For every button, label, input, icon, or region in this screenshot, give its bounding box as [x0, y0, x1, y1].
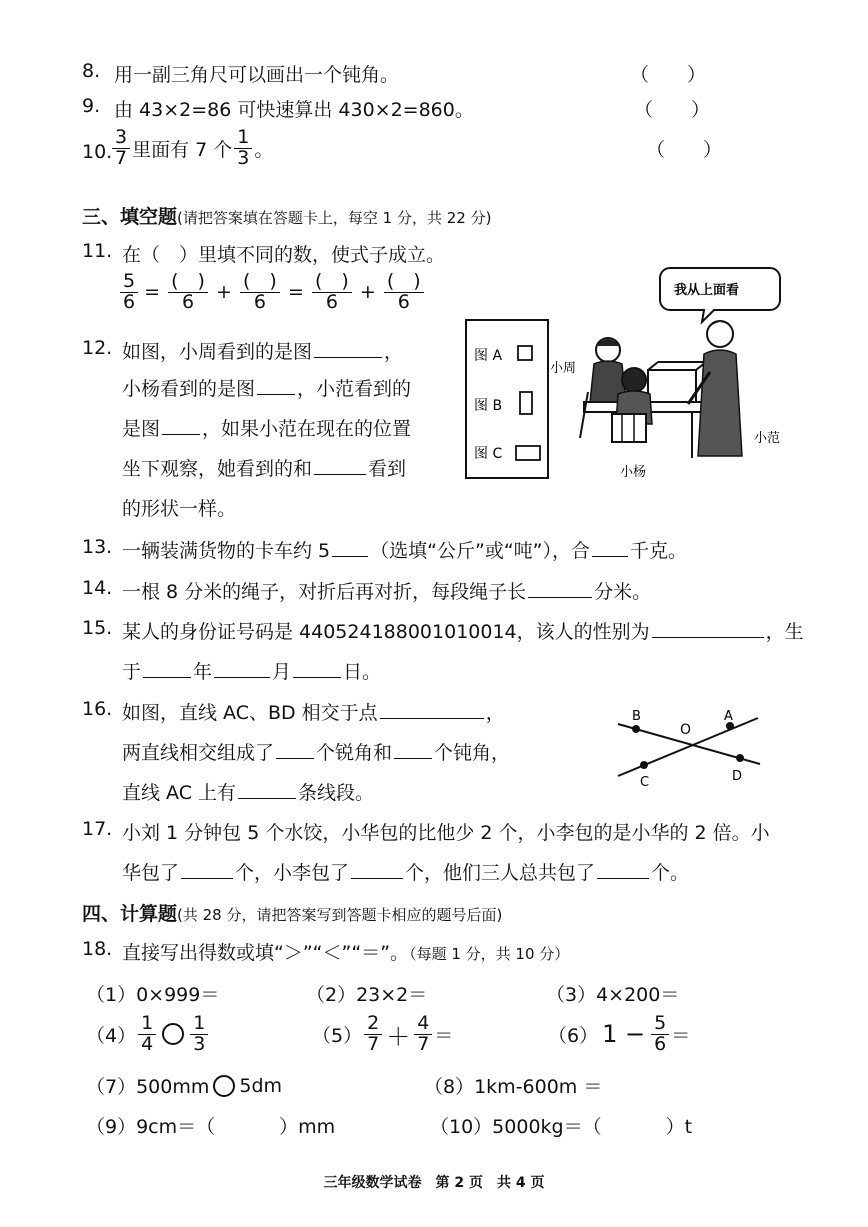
q16-line-3: 直线 AC 上有 条线段。	[122, 778, 374, 805]
fig-b-label: 图 B	[474, 398, 503, 414]
point-d	[736, 754, 744, 762]
calc-8[interactable]: （8）1km-600m ＝	[424, 1076, 603, 1098]
fig-c-label: 图 C	[474, 446, 503, 462]
q14-number: 14.	[82, 577, 113, 599]
q16-line-2: 两直线相交组成了 个锐角和 个钝角，	[122, 738, 510, 765]
xiaofan-head	[707, 321, 733, 347]
q10-text: $\frac{3}{7}$ 里面有 7 个 $\frac{1}{3}$ 。	[110, 128, 273, 169]
q17-line-1: 小刘 1 分钟包 5 个水饺，小华包的比他少 2 个，小李包的是小华的 2 倍。小	[122, 822, 770, 844]
q18-text: 直接写出得数或填“＞”“＜”“＝”。（每题 1 分，共 10 分）	[122, 942, 570, 964]
q16-blank-segments[interactable]	[238, 779, 296, 799]
page-footer: 三年级数学试卷 第 2 页 共 4 页	[323, 1175, 545, 1191]
section-4-heading: 四、计算题(共 28 分，请把答案写到答题卡相应的题号后面)	[82, 903, 503, 925]
q11-blank-fraction-1[interactable]: $\frac{( )}{6}$	[166, 272, 210, 313]
q15-month-blank[interactable]	[214, 658, 270, 678]
q16-lines-figure	[608, 706, 768, 790]
q11-number: 11.	[82, 240, 113, 262]
label-b: B	[632, 709, 641, 724]
label-o: O	[680, 722, 692, 738]
q12-blank-2[interactable]	[257, 375, 295, 395]
section-3-heading: 三、填空题(请把答案填在答题卡上，每空 1 分，共 22 分)	[82, 206, 492, 228]
q12-line-1: 如图，小周看到的是图 ，	[122, 337, 403, 364]
q16-blank-point[interactable]	[380, 699, 484, 719]
q17-blank-total[interactable]	[597, 859, 649, 879]
calc-3[interactable]: （3）4×200＝	[546, 984, 680, 1006]
q18-number: 18.	[82, 938, 113, 960]
q12-line-3: 是图 ，如果小范在现在的位置	[122, 414, 411, 441]
calc-5[interactable]: （5） $\frac{2}{7}$ ＋ $\frac{4}{7}$ ＝	[312, 1012, 454, 1055]
q12-blank-1[interactable]	[314, 338, 382, 358]
q11-blank-fraction-4[interactable]: $\frac{( )}{6}$	[382, 272, 426, 313]
q17-blank-li[interactable]	[351, 859, 403, 879]
q10-number: 10.	[82, 141, 113, 163]
q13-text: 一辆装满货物的卡车约 5 （选填“公斤”或“吨”），合 千克。	[122, 536, 687, 563]
fig-a-label: 图 A	[474, 348, 503, 364]
q17-line-2: 华包了 个，小李包了 个，他们三人总共包了 个。	[122, 858, 689, 885]
q14-text: 一根 8 分米的绳子，对折后再对折，每段绳子长 分米。	[122, 577, 651, 604]
q15-number: 15.	[82, 617, 113, 639]
q17-number: 17.	[82, 818, 113, 840]
q8-text: 用一副三角尺可以画出一个钝角。	[114, 64, 400, 86]
q12-blank-4[interactable]	[314, 455, 366, 475]
label-c: C	[640, 775, 650, 790]
label-xiaozhou: 小周	[550, 361, 577, 376]
label-d: D	[732, 769, 743, 784]
q8-answer-paren[interactable]: （ ）	[630, 64, 707, 86]
q15-year-blank[interactable]	[143, 658, 191, 678]
q9-answer-paren[interactable]: （ ）	[634, 99, 711, 121]
point-b	[632, 725, 640, 733]
q9-text: 由 43×2=86 可快速算出 430×2=860。	[114, 99, 474, 121]
q12-figure	[462, 262, 782, 492]
compare-circle-4[interactable]	[162, 1023, 184, 1045]
label-a: A	[724, 709, 733, 724]
label-xiaoyang: 小杨	[620, 465, 647, 480]
q11-blank-fraction-3[interactable]: $\frac{( )}{6}$	[310, 272, 354, 313]
point-c	[640, 761, 648, 769]
q15-gender-blank[interactable]	[652, 618, 764, 638]
q10-answer-paren[interactable]: （ ）	[646, 139, 723, 161]
calc-2[interactable]: （2）23×2＝	[306, 984, 428, 1006]
q12-blank-3[interactable]	[162, 415, 200, 435]
q14-blank[interactable]	[528, 578, 592, 598]
q12-line-5: 的形状一样。	[122, 498, 237, 520]
q10-fraction-2: $\frac{1}{3}$	[234, 128, 252, 169]
xiaoyang-head	[622, 368, 646, 392]
q15-line-1: 某人的身份证号码是 440524188001010014，该人的性别为 ，生	[122, 617, 804, 644]
q13-blank-2[interactable]	[592, 537, 628, 557]
q11-text: 在（ ）里填不同的数，使式子成立。	[122, 244, 446, 266]
q12-number: 12.	[82, 337, 113, 359]
q15-line-2: 于 年 月 日。	[122, 657, 381, 684]
compare-circle-7[interactable]	[213, 1075, 235, 1097]
q17-blank-hua[interactable]	[181, 859, 233, 879]
speech-text: 我从上面看	[674, 283, 740, 298]
q16-line-1: 如图，直线 AC、BD 相交于点 ，	[122, 698, 505, 725]
q11-blank-fraction-2[interactable]: $\frac{( )}{6}$	[238, 272, 282, 313]
label-xiaofan: 小范	[754, 431, 781, 446]
q11-lhs-fraction: $\frac{5}{6}$	[120, 272, 138, 313]
box-on-table	[648, 370, 696, 402]
q13-number: 13.	[82, 536, 113, 558]
q11-equation: $\frac{5}{6}$ = $\frac{( )}{6}$ + $\frac{( )}{6}$ = $\frac{( )}{6}$ + $\frac{( )}{6}$	[118, 272, 428, 313]
calc-4[interactable]: （4） $\frac{1}{4}$ $\frac{1}{3}$	[86, 1014, 210, 1055]
q16-blank-obtuse[interactable]	[394, 739, 432, 759]
q16-number: 16.	[82, 698, 113, 720]
q15-day-blank[interactable]	[293, 658, 341, 678]
calc-1[interactable]: （1）0×999＝	[86, 984, 220, 1006]
calc-9[interactable]: （9）9cm＝（ ）mm	[86, 1116, 336, 1138]
q12-line-2: 小杨看到的是图 ，小范看到的	[122, 374, 411, 401]
calc-10[interactable]: （10）5000kg＝（ ）t	[430, 1116, 693, 1138]
calc-6[interactable]: （6） 1 − $\frac{5}{6}$ ＝	[548, 1012, 691, 1055]
q13-blank-1[interactable]	[332, 537, 368, 557]
q8-number: 8.	[82, 60, 101, 82]
q9-number: 9.	[82, 95, 101, 117]
q12-line-4: 坐下观察，她看到的和 看到	[122, 454, 406, 481]
q10-fraction-1: $\frac{3}{7}$	[112, 128, 130, 169]
q16-blank-acute[interactable]	[276, 739, 314, 759]
calc-7[interactable]: （7）500mm 5dm	[86, 1074, 283, 1098]
